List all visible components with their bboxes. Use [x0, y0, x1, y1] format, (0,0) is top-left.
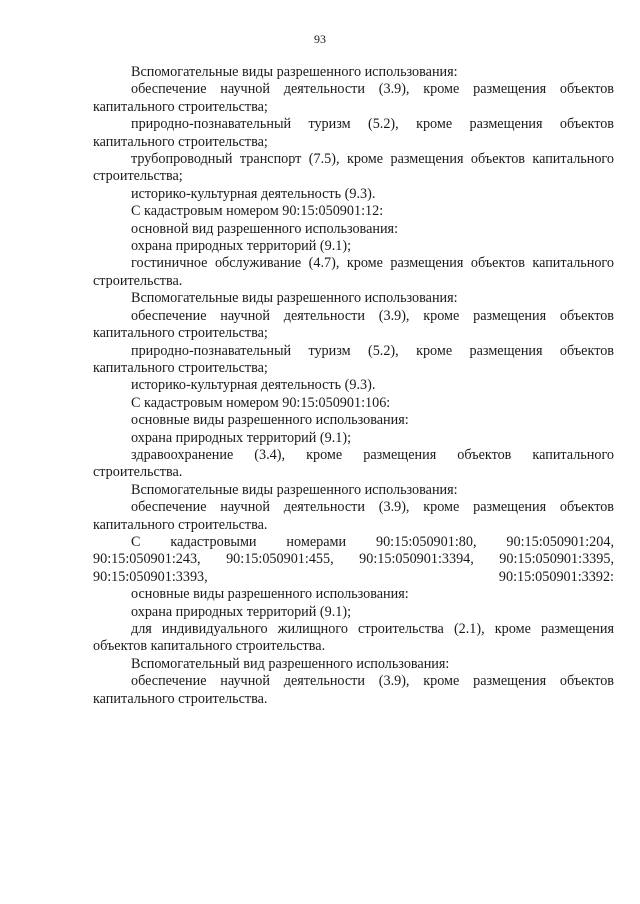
paragraph-nature-protection: охрана природных территорий (9.1);: [131, 603, 352, 620]
paragraph-historical-cultural: историко-культурная деятельность (9.3).: [131, 185, 376, 202]
paragraph-auxiliary-use-heading: Вспомогательный вид разрешенного использования:: [131, 655, 450, 672]
document-body: [93, 64, 614, 708]
paragraph-natural-tourism: природно-познавательный туризм (5.2), кроме размещения объектов капитального строительства;: [93, 342, 614, 376]
paragraph-natural-tourism: природно-познавательный туризм (5.2), кроме размещения объектов капитального строительства;: [93, 116, 614, 150]
page-number: 93: [314, 32, 326, 46]
paragraph-hotel-service: гостиничное обслуживание (4.7), кроме размещения объектов капитального строительства.: [93, 255, 614, 289]
paragraph-auxiliary-uses-heading: Вспомогательные виды разрешенного использования:: [131, 290, 458, 307]
paragraph-nature-protection: охрана природных территорий (9.1);: [131, 238, 352, 255]
paragraph-cadastral-numbers-list: С кадастровыми номерами 90:15:050901:80, 90:15:050901:204, 90:15:050901:243, 90:15:050901:455, 90:15:050901:3394, 90:15:050901:3395, 90:15:050901:3393, 90:15:050901:3392:: [93, 533, 614, 585]
paragraph-individual-housing: для индивидуального жилищного строительства (2.1), кроме размещения объектов капитального строительства.: [93, 621, 614, 655]
paragraph-scientific-activity: обеспечение научной деятельности (3.9), кроме размещения объектов капитального строительства;: [93, 81, 614, 115]
paragraph-historical-cultural: историко-культурная деятельность (9.3).: [131, 377, 376, 394]
paragraph-healthcare: здравоохранение (3.4), кроме размещения объектов капитального строительства.: [93, 446, 614, 481]
paragraph-cadastral-106: С кадастровым номером 90:15:050901:106:: [131, 394, 391, 411]
paragraph-main-use-heading: основной вид разрешенного использования:: [131, 220, 399, 237]
paragraph-nature-protection: охрана природных территорий (9.1);: [131, 429, 352, 446]
paragraph-auxiliary-uses-heading: Вспомогательные виды разрешенного использования:: [131, 481, 458, 498]
paragraph-pipeline-transport: трубопроводный транспорт (7.5), кроме размещения объектов капитального строительства;: [93, 151, 614, 185]
paragraph-scientific-activity: обеспечение научной деятельности (3.9), кроме размещения объектов капитального строительства.: [93, 673, 614, 707]
paragraph-cadastral-12: С кадастровым номером 90:15:050901:12:: [131, 203, 384, 220]
paragraph-main-uses-heading: основные виды разрешенного использования:: [131, 586, 409, 603]
paragraph-auxiliary-uses-heading: Вспомогательные виды разрешенного использования:: [131, 64, 458, 80]
paragraph-scientific-activity: обеспечение научной деятельности (3.9), кроме размещения объектов капитального строительства.: [93, 499, 614, 533]
paragraph-scientific-activity: обеспечение научной деятельности (3.9), кроме размещения объектов капитального строительства;: [93, 307, 614, 342]
paragraph-main-uses-heading: основные виды разрешенного использования:: [131, 412, 409, 429]
